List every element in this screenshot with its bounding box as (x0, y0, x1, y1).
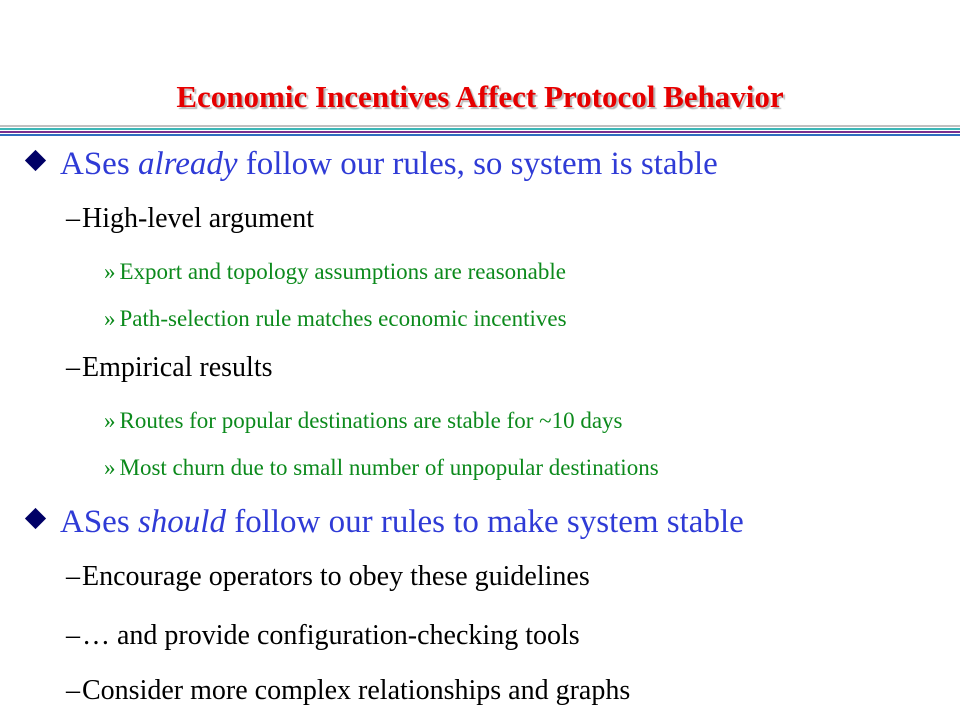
dash-marker: – (66, 620, 80, 651)
item-1-2-1 (104, 407, 623, 435)
diamond-bullet-icon (25, 150, 46, 171)
item-1-1-1-text: Export and topology assumptions are reasonable (119, 259, 566, 284)
item-1-2-2-text: Most churn due to small number of unpopular destinations (119, 455, 659, 480)
item-1-2-1-text: Routes for popular destinations are stable for ~10 days (119, 408, 623, 433)
bullet-2-pre: ASes (60, 504, 138, 540)
subpoint-1-1-text: High-level argument (82, 203, 314, 234)
subpoint-2-2 (66, 620, 580, 652)
raquo-marker: » (104, 306, 116, 331)
subpoint-1-2-text: Empirical results (82, 352, 273, 383)
raquo-marker: » (104, 259, 116, 284)
bullet-1-emphasis: already (137, 146, 238, 182)
rule-line (0, 125, 960, 127)
bullet-2-post: follow our rules to make system stable (225, 504, 744, 540)
subpoint-2-1-text: Encourage operators to obey these guidelines (82, 561, 590, 592)
dash-marker: – (66, 675, 80, 706)
rule-line (0, 134, 960, 136)
bullet-1-post: follow our rules, so system is stable (237, 146, 718, 182)
diamond-bullet-icon (25, 508, 46, 529)
subpoint-1-1 (66, 203, 314, 235)
subpoint-2-3-text: Consider more complex relationships and graphs (82, 675, 631, 706)
item-1-1-2 (104, 305, 567, 333)
item-1-2-2 (104, 454, 659, 482)
bullet-1 (20, 145, 718, 183)
rule-line (0, 128, 960, 130)
bullet-2-emphasis: should (137, 504, 226, 540)
dash-marker: – (66, 203, 80, 234)
subpoint-1-2 (66, 352, 273, 384)
raquo-marker: » (104, 408, 116, 433)
dash-marker: – (66, 561, 80, 592)
bullet-2 (20, 503, 744, 541)
dash-marker: – (66, 352, 80, 383)
subpoint-2-2-text: … and provide configuration-checking tools (82, 620, 580, 651)
item-1-1-2-text: Path-selection rule matches economic incentives (119, 306, 567, 331)
rule-line (0, 131, 960, 133)
subpoint-2-3 (66, 675, 630, 707)
subpoint-2-1 (66, 561, 590, 593)
item-1-1-1 (104, 258, 566, 286)
raquo-marker: » (104, 455, 116, 480)
bullet-1-pre: ASes (60, 146, 138, 182)
slide-title: Economic Incentives Affect Protocol Behavior (176, 79, 784, 114)
